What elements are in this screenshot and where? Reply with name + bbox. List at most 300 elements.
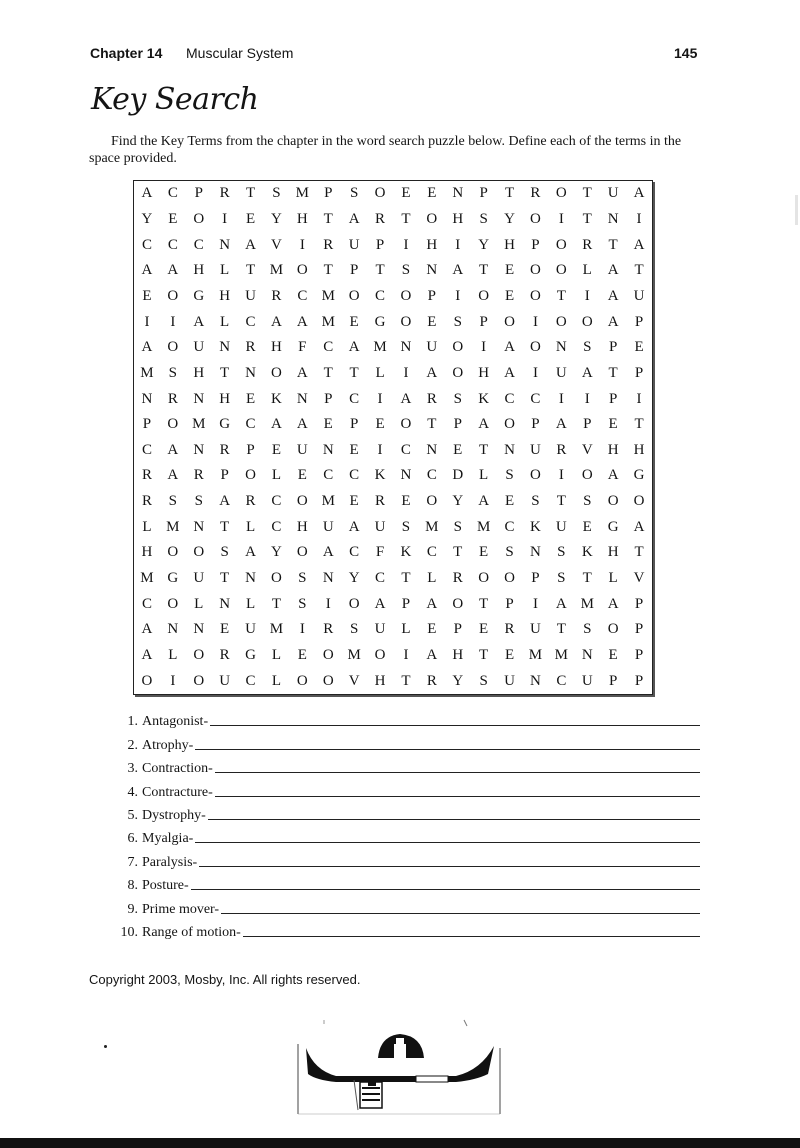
definition-answer-line[interactable]: [210, 724, 700, 726]
puzzle-letter: V: [271, 236, 282, 253]
puzzle-letter: O: [504, 570, 515, 587]
puzzle-letter: C: [426, 467, 437, 484]
puzzle-letter: T: [220, 570, 230, 587]
puzzle-letter: A: [607, 262, 619, 279]
puzzle-letter: O: [271, 364, 282, 381]
definition-answer-line[interactable]: [215, 795, 700, 797]
puzzle-letter: O: [400, 313, 412, 330]
puzzle-letter: G: [374, 313, 386, 330]
puzzle-letter: O: [555, 262, 567, 279]
puzzle-letter: A: [607, 313, 619, 330]
chapter-label: Chapter 14: [90, 45, 163, 61]
puzzle-letter: M: [140, 364, 154, 381]
puzzle-letter: C: [167, 185, 178, 202]
puzzle-letter: O: [322, 647, 334, 664]
puzzle-letter: T: [401, 570, 411, 587]
puzzle-letter: E: [608, 647, 618, 664]
puzzle-letter: R: [271, 287, 282, 304]
key-terms-list: [108, 707, 700, 941]
puzzle-letter: N: [530, 544, 541, 561]
puzzle-letter: O: [555, 313, 567, 330]
puzzle-letter: I: [299, 236, 305, 253]
puzzle-letter: P: [505, 595, 514, 612]
puzzle-letter: O: [452, 595, 464, 612]
puzzle-letter: A: [374, 595, 386, 612]
term-label: Contraction-: [142, 761, 213, 777]
puzzle-letter: A: [219, 493, 231, 510]
puzzle-letter: O: [581, 467, 593, 484]
puzzle-letter: T: [245, 262, 256, 279]
puzzle-letter: N: [555, 339, 567, 356]
puzzle-letter: O: [452, 339, 464, 356]
puzzle-letter: I: [144, 313, 150, 330]
puzzle-letter: P: [634, 647, 644, 664]
puzzle-letter: R: [426, 672, 437, 689]
puzzle-letter: A: [141, 339, 153, 356]
puzzle-letter: S: [220, 544, 229, 561]
definition-answer-line[interactable]: [243, 935, 700, 937]
puzzle-letter: U: [348, 236, 360, 253]
puzzle-letter: P: [583, 416, 592, 433]
puzzle-letter: P: [531, 236, 540, 253]
puzzle-letter: C: [349, 390, 360, 407]
puzzle-letter: S: [401, 262, 411, 279]
puzzle-letter: U: [245, 287, 256, 304]
page-number: 145: [674, 45, 698, 61]
puzzle-letter: I: [455, 287, 461, 304]
puzzle-letter: H: [607, 544, 619, 561]
puzzle-letter: U: [504, 672, 515, 689]
puzzle-letter: L: [168, 647, 178, 664]
puzzle-letter: E: [504, 262, 515, 279]
puzzle-letter: C: [375, 570, 386, 587]
puzzle-letter: T: [479, 647, 489, 664]
puzzle-letter: S: [453, 390, 462, 407]
puzzle-letter: U: [374, 621, 386, 638]
term-row: [108, 730, 700, 753]
puzzle-letter: H: [452, 647, 464, 664]
puzzle-letter: M: [140, 570, 154, 587]
puzzle-letter: C: [349, 467, 360, 484]
puzzle-letter: S: [505, 467, 514, 484]
puzzle-letter: T: [634, 544, 644, 561]
puzzle-letter: E: [582, 518, 592, 535]
puzzle-letter: M: [554, 647, 569, 664]
puzzle-letter: A: [581, 364, 593, 381]
puzzle-letter: O: [530, 287, 541, 304]
puzzle-letter: L: [194, 595, 204, 612]
puzzle-letter: E: [427, 185, 437, 202]
puzzle-letter: P: [608, 672, 618, 689]
puzzle-letter: M: [321, 493, 335, 510]
term-number: 7.: [127, 854, 138, 870]
term-row: [108, 871, 700, 894]
puzzle-letter: P: [608, 339, 618, 356]
puzzle-letter: Y: [271, 544, 282, 561]
puzzle-letter: I: [403, 647, 409, 664]
term-number: 2.: [127, 737, 138, 753]
definition-answer-line[interactable]: [195, 841, 700, 843]
puzzle-letter: A: [167, 262, 179, 279]
puzzle-letter: O: [167, 416, 179, 433]
puzzle-letter: P: [531, 416, 540, 433]
puzzle-letter: C: [530, 390, 541, 407]
puzzle-letter: A: [296, 364, 308, 381]
puzzle-letter: A: [607, 467, 619, 484]
puzzle-letter: O: [530, 339, 541, 356]
puzzle-letter: R: [375, 493, 386, 510]
puzzle-letter: S: [531, 493, 540, 510]
puzzle-letter: A: [141, 621, 153, 638]
definition-answer-line[interactable]: [191, 888, 700, 890]
puzzle-letter: S: [583, 339, 592, 356]
puzzle-letter: G: [219, 416, 231, 433]
puzzle-letter: T: [245, 185, 256, 202]
puzzle-letter: S: [298, 570, 307, 587]
puzzle-letter: N: [426, 262, 438, 279]
puzzle-letter: A: [348, 518, 360, 535]
puzzle-letter: M: [425, 518, 439, 535]
puzzle-letter: E: [349, 313, 359, 330]
puzzle-letter: P: [324, 390, 333, 407]
puzzle-letter: S: [557, 570, 566, 587]
term-row: [108, 894, 700, 917]
definition-answer-line[interactable]: [195, 748, 700, 750]
puzzle-letter: O: [193, 672, 205, 689]
puzzle-letter: M: [269, 621, 284, 638]
puzzle-letter: A: [504, 339, 515, 356]
puzzle-letter: N: [581, 647, 593, 664]
puzzle-letter: O: [555, 236, 567, 253]
term-number: 10.: [120, 924, 138, 940]
puzzle-letter: U: [426, 339, 438, 356]
puzzle-letter: P: [531, 570, 540, 587]
puzzle-letter: T: [556, 621, 566, 638]
puzzle-letter: O: [296, 262, 308, 279]
puzzle-letter: P: [453, 416, 462, 433]
puzzle-letter: U: [193, 339, 205, 356]
puzzle-letter: A: [607, 287, 619, 304]
puzzle-letter: P: [634, 621, 644, 638]
puzzle-letter: N: [296, 390, 308, 407]
puzzle-letter: O: [271, 570, 282, 587]
puzzle-letter: O: [348, 595, 360, 612]
term-label: Posture-: [142, 878, 189, 894]
puzzle-letter: C: [141, 441, 152, 458]
copyright-notice: Copyright 2003, Mosby, Inc. All rights reserved.: [89, 972, 361, 987]
puzzle-letter: M: [166, 518, 180, 535]
puzzle-letter: I: [532, 364, 538, 381]
definition-answer-line[interactable]: [199, 865, 700, 867]
puzzle-letter: L: [401, 621, 411, 638]
puzzle-letter: S: [298, 595, 307, 612]
puzzle-letter: H: [452, 210, 464, 227]
definition-answer-line[interactable]: [215, 771, 700, 773]
puzzle-letter: H: [633, 441, 645, 458]
puzzle-letter: R: [245, 339, 256, 356]
term-number: 4.: [127, 784, 138, 800]
puzzle-letter: C: [271, 493, 282, 510]
term-row: [108, 847, 700, 870]
puzzle-letter: N: [167, 621, 179, 638]
puzzle-letter: C: [556, 672, 567, 689]
puzzle-letter: O: [193, 210, 205, 227]
puzzle-letter: I: [222, 210, 228, 227]
puzzle-letter: C: [426, 544, 437, 561]
puzzle-letter: R: [582, 236, 593, 253]
puzzle-letter: I: [455, 236, 461, 253]
puzzle-letter: S: [557, 544, 566, 561]
puzzle-letter: N: [245, 364, 256, 381]
puzzle-letter: Y: [141, 210, 153, 227]
puzzle-letter: A: [193, 313, 205, 330]
puzzle-letter: T: [453, 544, 463, 561]
puzzle-letter: C: [504, 390, 515, 407]
term-number: 9.: [127, 901, 138, 917]
puzzle-letter: C: [400, 441, 411, 458]
page-edge-shadow: [795, 195, 798, 225]
puzzle-letter: P: [634, 595, 644, 612]
puzzle-letter: V: [348, 672, 360, 689]
puzzle-letter: S: [453, 518, 462, 535]
puzzle-letter: K: [530, 518, 541, 535]
puzzle-letter: H: [219, 390, 231, 407]
puzzle-letter: C: [504, 518, 515, 535]
puzzle-letter: I: [558, 390, 564, 407]
puzzle-letter: C: [375, 287, 386, 304]
puzzle-letter: A: [271, 313, 282, 330]
puzzle-letter: I: [170, 313, 176, 330]
puzzle-letter: T: [401, 210, 411, 227]
puzzle-letter: G: [167, 570, 179, 587]
puzzle-letter: R: [323, 621, 334, 638]
puzzle-letter: S: [479, 210, 488, 227]
puzzle-letter: H: [296, 518, 308, 535]
puzzle-letter: T: [323, 262, 333, 279]
puzzle-letter: E: [297, 647, 307, 664]
puzzle-letter: L: [608, 570, 618, 587]
puzzle-letter: C: [271, 518, 282, 535]
puzzle-letter: S: [168, 364, 178, 381]
term-number: 8.: [127, 878, 138, 894]
puzzle-letter: N: [426, 441, 438, 458]
puzzle-letter: E: [504, 493, 515, 510]
puzzle-letter: P: [453, 621, 462, 638]
puzzle-letter: P: [246, 441, 255, 458]
term-number: 5.: [127, 807, 138, 823]
term-row: [108, 801, 700, 824]
puzzle-letter: E: [142, 287, 152, 304]
puzzle-letter: T: [479, 262, 489, 279]
puzzle-letter: S: [505, 544, 514, 561]
puzzle-letter: T: [556, 287, 566, 304]
puzzle-letter: E: [323, 416, 333, 433]
puzzle-letter: V: [581, 441, 593, 458]
term-number: 1.: [127, 714, 138, 730]
puzzle-letter: T: [271, 595, 282, 612]
puzzle-letter: E: [375, 416, 385, 433]
puzzle-letter: T: [349, 364, 359, 381]
puzzle-letter: T: [582, 185, 592, 202]
term-label: Contracture-: [142, 784, 213, 800]
puzzle-letter: O: [504, 313, 515, 330]
puzzle-letter: T: [323, 210, 333, 227]
puzzle-letter: T: [220, 364, 230, 381]
binder-clip-graphic: [296, 1018, 506, 1118]
puzzle-letter: E: [479, 544, 489, 561]
puzzle-letter: O: [426, 210, 438, 227]
puzzle-letter: L: [220, 262, 230, 279]
puzzle-letter: O: [530, 262, 541, 279]
puzzle-letter: E: [504, 647, 515, 664]
puzzle-letter: O: [452, 364, 464, 381]
puzzle-letter: G: [193, 287, 205, 304]
puzzle-letter: O: [167, 287, 179, 304]
puzzle-letter: Y: [504, 210, 515, 227]
puzzle-letter: A: [141, 185, 153, 202]
puzzle-letter: L: [271, 647, 282, 664]
puzzle-letter: Y: [452, 672, 464, 689]
puzzle-letter: O: [141, 672, 153, 689]
puzzle-letter: O: [296, 493, 308, 510]
puzzle-letter: U: [193, 570, 205, 587]
puzzle-letter: A: [426, 595, 438, 612]
puzzle-letter: I: [325, 595, 331, 612]
puzzle-letter: T: [582, 570, 592, 587]
puzzle-letter: S: [479, 672, 488, 689]
puzzle-letter: P: [479, 185, 488, 202]
puzzle-letter: G: [245, 647, 256, 664]
puzzle-letter: H: [193, 262, 205, 279]
puzzle-letter: I: [299, 621, 305, 638]
puzzle-letter: H: [219, 287, 231, 304]
term-row: [108, 777, 700, 800]
puzzle-letter: O: [296, 544, 308, 561]
puzzle-letter: N: [245, 570, 256, 587]
puzzle-letter: S: [583, 493, 592, 510]
puzzle-letter: M: [580, 595, 594, 612]
puzzle-letter: A: [633, 236, 645, 253]
puzzle-letter: M: [476, 518, 491, 535]
puzzle-letter: F: [375, 544, 385, 561]
puzzle-letter: A: [322, 544, 334, 561]
puzzle-letter: A: [607, 595, 619, 612]
definition-answer-line[interactable]: [221, 912, 700, 914]
puzzle-letter: D: [452, 467, 464, 484]
puzzle-letter: C: [245, 313, 256, 330]
puzzle-letter: M: [295, 185, 310, 202]
puzzle-letter: E: [634, 339, 644, 356]
puzzle-letter: T: [479, 441, 489, 458]
puzzle-letter: C: [297, 287, 308, 304]
puzzle-letter: N: [400, 339, 412, 356]
puzzle-letter: A: [555, 595, 567, 612]
puzzle-letter: O: [633, 493, 645, 510]
puzzle-letter: A: [633, 518, 645, 535]
word-search-grid: [133, 180, 653, 695]
puzzle-letter: I: [532, 595, 538, 612]
puzzle-letter: N: [219, 236, 231, 253]
puzzle-letter: S: [453, 313, 462, 330]
puzzle-letter: E: [453, 441, 463, 458]
puzzle-letter: G: [607, 518, 619, 535]
section-title: Muscular System: [186, 45, 294, 61]
puzzle-letter: R: [426, 390, 437, 407]
puzzle-letter: T: [220, 518, 230, 535]
puzzle-letter: M: [373, 339, 387, 356]
puzzle-letter: C: [193, 236, 204, 253]
puzzle-letter: U: [530, 621, 541, 638]
puzzle-letter: P: [375, 236, 385, 253]
puzzle-letter: A: [478, 493, 490, 510]
term-row: [108, 824, 700, 847]
puzzle-letter: U: [245, 621, 256, 638]
puzzle-letter: O: [504, 416, 515, 433]
puzzle-letter: L: [271, 672, 282, 689]
puzzle-letter: T: [375, 262, 385, 279]
puzzle-letter: A: [426, 647, 438, 664]
puzzle-letter: O: [374, 185, 386, 202]
puzzle-letter: I: [558, 210, 564, 227]
puzzle-letter: T: [582, 210, 592, 227]
puzzle-letter: O: [530, 210, 541, 227]
puzzle-letter: C: [141, 236, 152, 253]
puzzle-letter: R: [452, 570, 463, 587]
puzzle-letter: N: [322, 441, 334, 458]
puzzle-letter: O: [400, 416, 412, 433]
puzzle-letter: P: [479, 313, 488, 330]
margin-dot: [104, 1045, 107, 1048]
puzzle-letter: P: [634, 364, 644, 381]
puzzle-letter: A: [167, 441, 179, 458]
term-label: Myalgia-: [142, 831, 194, 847]
puzzle-letter: N: [193, 441, 205, 458]
term-row: [108, 754, 700, 777]
puzzle-letter: P: [634, 672, 644, 689]
puzzle-letter: G: [633, 467, 645, 484]
term-number: 6.: [127, 831, 138, 847]
puzzle-letter: U: [555, 364, 567, 381]
puzzle-letter: N: [141, 390, 153, 407]
puzzle-letter: Y: [271, 210, 282, 227]
puzzle-letter: H: [374, 672, 386, 689]
puzzle-letter: I: [636, 210, 642, 227]
definition-answer-line[interactable]: [208, 818, 700, 820]
puzzle-letter: C: [245, 416, 256, 433]
puzzle-letter: E: [608, 416, 618, 433]
puzzle-letter: E: [427, 313, 437, 330]
puzzle-letter: O: [555, 185, 567, 202]
puzzle-letter: R: [556, 441, 567, 458]
puzzle-letter: U: [219, 672, 231, 689]
puzzle-letter: O: [167, 339, 179, 356]
puzzle-letter: S: [349, 621, 359, 638]
puzzle-letter: S: [401, 518, 411, 535]
puzzle-letter: U: [555, 518, 567, 535]
puzzle-letter: M: [347, 647, 361, 664]
puzzle-letter: S: [194, 493, 203, 510]
puzzle-letter: T: [608, 364, 618, 381]
puzzle-letter: A: [426, 364, 438, 381]
puzzle-letter: H: [193, 364, 205, 381]
puzzle-letter: O: [530, 467, 541, 484]
puzzle-letter: L: [427, 570, 437, 587]
puzzle-letter: R: [375, 210, 386, 227]
term-label: Atrophy-: [142, 737, 194, 753]
puzzle-letter: R: [141, 467, 152, 484]
puzzle-letter: U: [374, 518, 386, 535]
puzzle-letter: A: [141, 647, 153, 664]
